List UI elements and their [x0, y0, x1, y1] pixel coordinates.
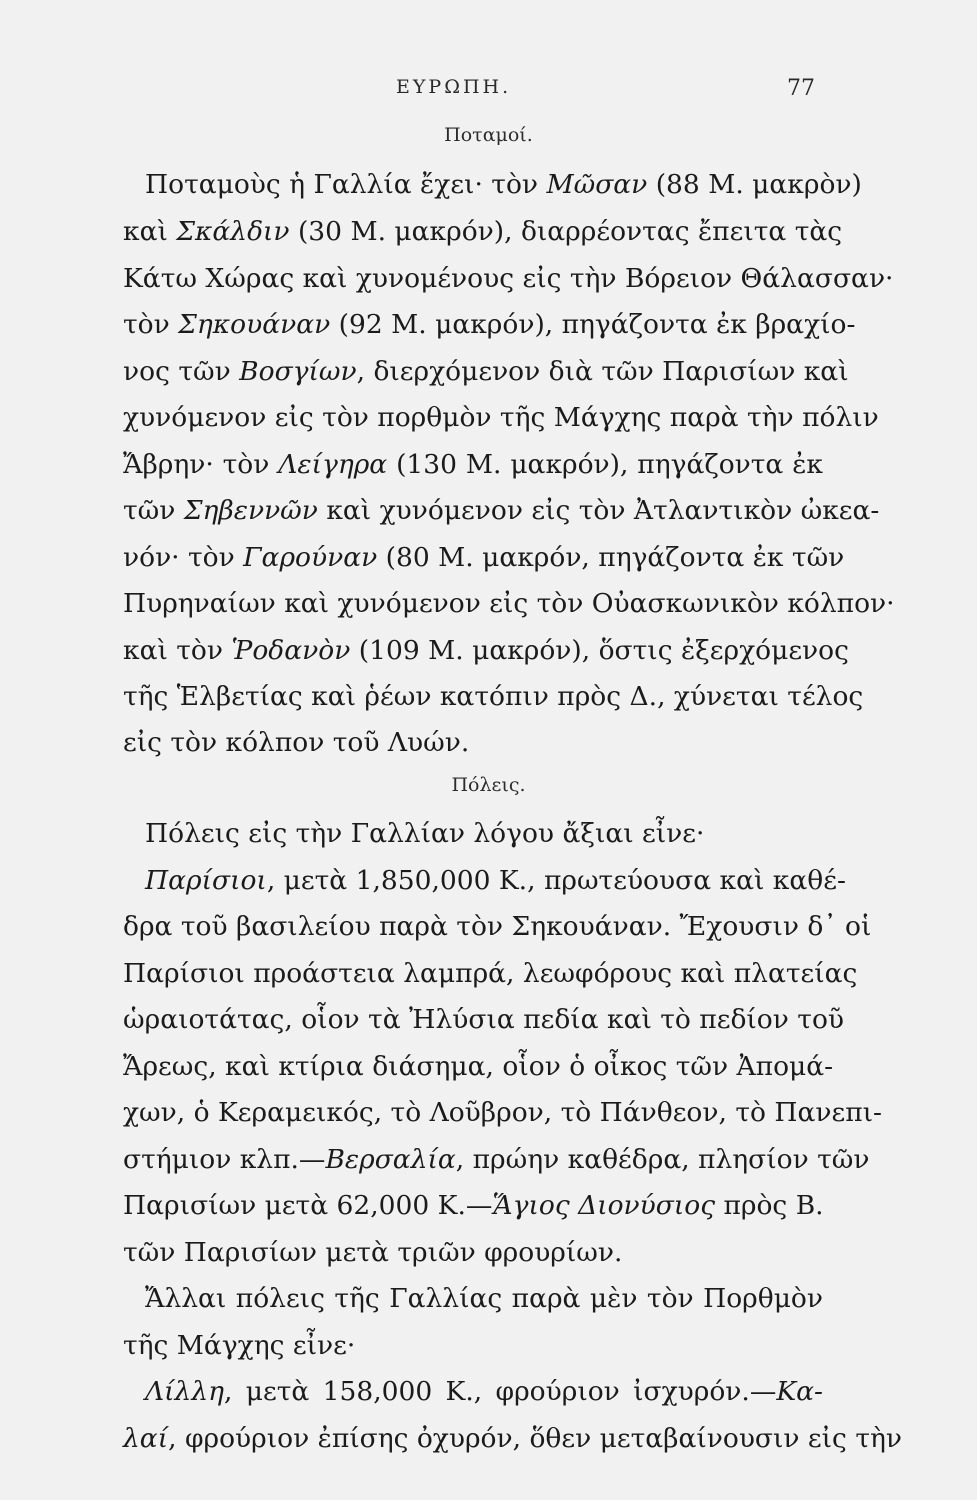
text-run: , διερχόμενον διὰ τῶν Παρισίων καὶ [356, 356, 849, 387]
text-run: , πρώην καθέδρα, πλησίον τῶν [455, 1144, 870, 1175]
page-number: 77 [787, 76, 815, 101]
italic-run: Ῥοδανὸν [231, 635, 351, 666]
text-line [123, 955, 858, 993]
text-run: Ἄβρην· τὸν [123, 449, 279, 480]
text-run: Ποταμοὺς ἡ Γαλλία ἔχει· τὸν [145, 169, 547, 200]
text-run: , μετὰ 158,000 Κ., φρούριον ἰσχυρόν.— [224, 1376, 777, 1407]
text-run: (80 Μ. μακρόν, πηγάζοντα ἐκ τῶν [377, 542, 845, 573]
text-line [123, 1420, 902, 1458]
italic-run: Λείγηρα [278, 449, 388, 480]
text-run: καὶ χυνόμενον εἰς τὸν Ἀτλαντικὸν ὠκεα- [317, 495, 880, 526]
italic-run: Κα- [776, 1376, 823, 1407]
text-line [123, 213, 843, 251]
italic-run: Σηκουάναν [178, 309, 331, 340]
text-run: Ἄλλαι πόλεις τῆς Γαλλίας παρὰ μὲν τὸν Πορθμὸν [145, 1283, 823, 1314]
text-run: (88 Μ. μακρὸν) [647, 169, 862, 200]
text-run: νος τῶν [123, 356, 240, 387]
italic-run: Μῶσαν [546, 169, 648, 200]
text-run: καὶ [123, 216, 177, 247]
text-run: (109 Μ. μακρόν), ὅστις ἐξερχόμενος [350, 635, 849, 666]
rivers-heading: Ποταμοί. [444, 124, 533, 146]
text-run: χυνόμενον εἰς τὸν πορθμὸν τῆς Μάγχης παρὰ τὴν πόλιν [123, 402, 879, 433]
text-line [123, 1094, 882, 1132]
text-run: στήμιον κλπ.— [123, 1144, 326, 1175]
text-run: (92 Μ. μακρόν), πηγάζοντα ἐκ βραχίο- [330, 309, 856, 340]
text-run: , φρούριον ἐπίσης ὀχυρόν, ὅθεν μεταβαίνουσιν εἰς τὴν [168, 1423, 902, 1454]
italic-run: Βοσγίων [239, 356, 357, 387]
text-line [123, 1141, 870, 1179]
text-run: , μετὰ 1,850,000 Κ., πρωτεύουσα καὶ καθέ- [266, 865, 846, 896]
text-run: Πόλεις εἰς τὴν Γαλλίαν λόγου ἄξιαι εἶνε· [145, 818, 705, 849]
text-line [123, 492, 880, 530]
text-run: πρὸς Β. [715, 1190, 824, 1221]
text-run: Κάτω Χώρας καὶ χυνομένους εἰς τὴν Βόρειον Θάλασσαν· [123, 263, 894, 294]
text-line [123, 1234, 823, 1272]
italic-run: Γαρούναν [243, 542, 378, 573]
text-line [123, 539, 845, 577]
italic-run: Παρίσιοι [145, 865, 267, 896]
text-run: (130 Μ. μακρόν), πηγάζοντα ἐκ [387, 449, 823, 480]
text-line [123, 724, 823, 762]
italic-run: λαί [123, 1423, 169, 1454]
text-run: Παρισίων μετὰ 62,000 Κ.— [123, 1190, 493, 1221]
text-run: Παρίσιοι προάστεια λαμπρά, λεωφόρους καὶ πλατείας [123, 958, 858, 989]
italic-run: Βερσαλία [325, 1144, 456, 1175]
text-line [123, 585, 895, 623]
text-line [145, 1280, 823, 1318]
text-run: νόν· τὸν [123, 542, 244, 573]
text-run: χων, ὁ Κεραμεικός, τὸ Λοῦβρον, τὸ Πάνθεον, τὸ Πανεπι- [123, 1097, 882, 1128]
text-line [123, 908, 872, 946]
text-run: καὶ τὸν [123, 635, 232, 666]
text-line [123, 260, 894, 298]
text-run: τῆς Μάγχης εἶνε· [123, 1330, 356, 1361]
text-run: εἰς τὸν κόλπον τοῦ Λυών. [123, 727, 470, 758]
text-run: τὸν [123, 309, 179, 340]
text-line [123, 306, 856, 344]
text-line [145, 166, 862, 204]
text-line [123, 1327, 823, 1365]
text-run: τῶν Παρισίων μετὰ τριῶν φρουρίων. [123, 1237, 623, 1268]
text-run: (30 Μ. μακρόν), διαρρέοντας ἔπειτα τὰς [289, 216, 843, 247]
text-run: Πυρηναίων καὶ χυνόμενον εἰς τὸν Οὐασκωνικὸν κόλπον· [123, 588, 895, 619]
text-run: δρα τοῦ βασιλείου παρὰ τὸν Σηκουάναν. Ἔχουσιν δ᾽ οἱ [123, 911, 872, 942]
italic-run: Λίλλη [145, 1376, 224, 1407]
text-line [123, 1001, 845, 1039]
text-line [123, 399, 879, 437]
italic-run: Ἅγιος Διονύσιος [492, 1190, 716, 1221]
text-line [123, 632, 849, 670]
running-head: ΕΥΡΩΠΗ. [396, 76, 512, 98]
text-line [123, 446, 823, 484]
text-line [123, 678, 864, 716]
text-line [123, 1187, 823, 1225]
text-run: τῶν [123, 495, 184, 526]
text-run: τῆς Ἑλβετίας καὶ ῥέων κατόπιν πρὸς Δ., χύνεται τέλος [123, 681, 864, 712]
text-run: ὡραιοτάτας, οἷον τὰ Ἠλύσια πεδία καὶ τὸ πεδίον τοῦ [123, 1004, 845, 1035]
text-run: Ἄρεως, καὶ κτίρια διάσημα, οἷον ὁ οἶκος τῶν Ἀπομά- [123, 1051, 834, 1082]
text-line [145, 815, 823, 853]
text-line [123, 1048, 834, 1086]
cities-heading: Πόλεις. [451, 774, 526, 796]
text-line [123, 353, 849, 391]
page-header [0, 76, 977, 106]
text-line [145, 1373, 823, 1411]
italic-run: Σκάλδιν [176, 216, 290, 247]
italic-run: Σηβεννῶν [183, 495, 318, 526]
text-line [145, 862, 846, 900]
